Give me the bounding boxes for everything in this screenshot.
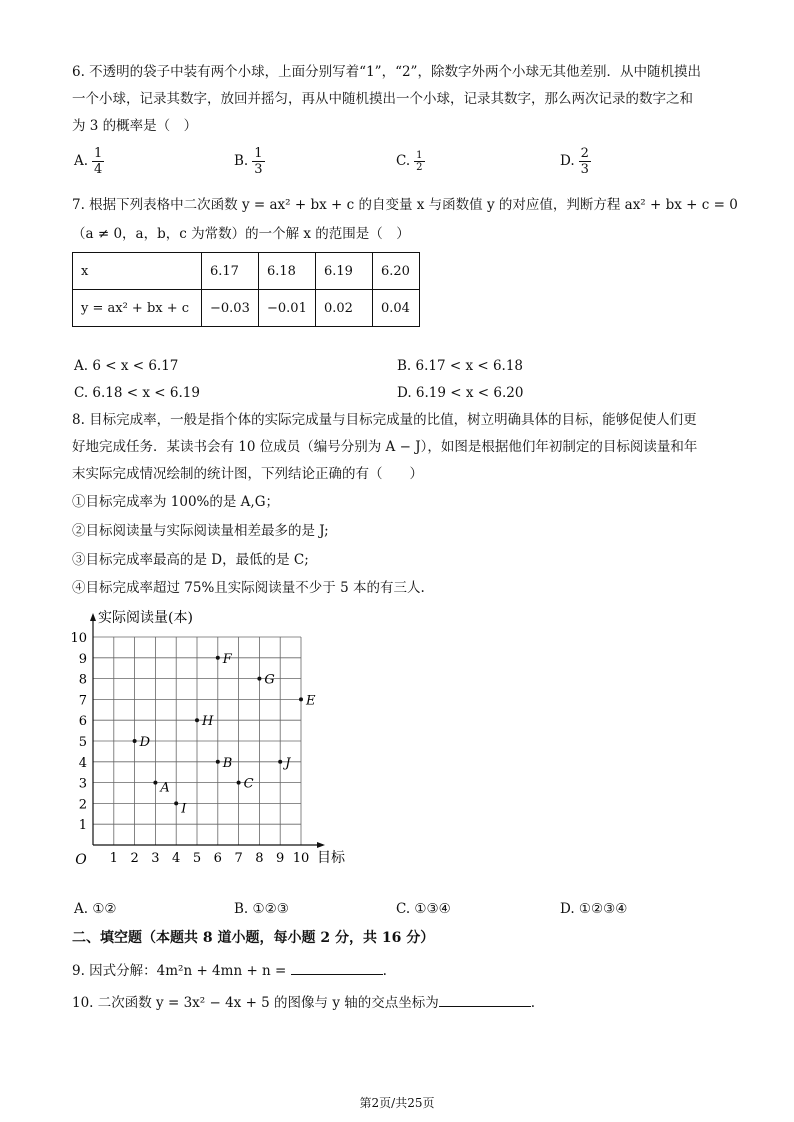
q9: 9. 因式分解：4m²n + 4mn + n = .	[72, 963, 387, 979]
y-tick-label: 2	[78, 797, 87, 813]
data-point-label: I	[181, 801, 187, 817]
data-point-label: G	[264, 672, 275, 688]
data-point-f	[216, 656, 220, 660]
data-point-label: F	[222, 651, 232, 667]
origin-label: O	[75, 852, 87, 868]
data-point-label: B	[222, 755, 233, 771]
table-row	[73, 253, 420, 290]
y-tick-label: 9	[78, 651, 87, 667]
data-point-i	[174, 801, 178, 805]
x-tick-label: 9	[276, 851, 285, 866]
axes	[70, 609, 346, 868]
x-tick-label: 8	[255, 851, 264, 866]
q6-line3: 为 3 的概率是（ ）	[72, 118, 198, 134]
x-tick-label: 6	[213, 851, 222, 866]
data-point-j	[278, 760, 282, 764]
y-tick-label: 6	[78, 714, 87, 730]
data-point-label: J	[285, 755, 291, 771]
q8-statement-2: ②目标阅读量与实际阅读量相差最多的是 J;	[72, 523, 329, 539]
q8-statement-4: ④目标完成率超过 75%且实际阅读量不少于 5 本的有三人.	[72, 580, 425, 596]
y-tick-label: 3	[78, 776, 87, 792]
data-point-d	[133, 739, 137, 743]
table-cell: y = ax² + bx + c	[73, 290, 202, 327]
y-axis-arrow	[90, 613, 96, 621]
x-axis-arrow	[317, 842, 325, 848]
q8-line3: 末实际完成情况绘制的统计图，下列结论正确的有（ ）	[72, 466, 423, 482]
q10: 10. 二次函数 y = 3x² − 4x + 5 的图像与 y 轴的交点坐标为 .	[72, 995, 536, 1011]
x-axis-label: 目标	[317, 850, 345, 866]
data-point-label: H	[202, 714, 214, 730]
x-tick-label: 10	[292, 851, 310, 866]
data-point-label: C	[243, 776, 254, 792]
q7-value-table	[72, 252, 420, 327]
data-point-e	[299, 697, 303, 701]
q8-option-c: C. ①③④	[396, 901, 451, 917]
grid	[93, 637, 301, 845]
table-cell: −0.03	[202, 290, 259, 327]
q6-line1: 6. 不透明的袋子中装有两个小球，上面分别写着“1”，“2”，除数字外两个小球无其他差别．从中随机摸出	[72, 64, 701, 80]
q8-option-d: D. ①②③④	[560, 901, 628, 917]
y-tick-label: 1	[78, 818, 87, 834]
data-point-a	[153, 781, 157, 785]
table-cell: x	[73, 253, 202, 290]
y-tick-label: 8	[78, 672, 87, 688]
q7-option-c: C. 6.18 < x < 6.19	[74, 385, 200, 401]
q6-option-a: A. $\frac{1}{4}$	[74, 146, 103, 177]
q8-statement-3: ③目标完成率最高的是 D，最低的是 C;	[72, 552, 309, 568]
data-point-h	[195, 718, 199, 722]
data-points	[133, 652, 316, 817]
q7-line1: 7. 根据下列表格中二次函数 y = ax² + bx + c 的自变量 x 与函数值 y 的对应值，判断方程 ax² + bx + c = 0	[72, 197, 738, 213]
q9-answer-blank[interactable]	[291, 962, 383, 975]
q6-option-d: D. $\frac{2}{3}$	[560, 146, 589, 177]
q6-option-b: B. $\frac{1}{3}$	[234, 146, 263, 177]
data-point-b	[216, 760, 220, 764]
y-tick-label: 4	[78, 755, 87, 771]
q8-line1: 8. 目标完成率，一般是指个体的实际完成量与目标完成量的比值，树立明确具体的目标，能够促使人们更	[72, 412, 697, 428]
data-point-g	[257, 677, 261, 681]
table-cell: 6.20	[373, 253, 420, 290]
q7-option-d: D. 6.19 < x < 6.20	[397, 385, 524, 401]
table-cell: −0.01	[259, 290, 316, 327]
data-point-label: A	[160, 780, 170, 796]
q8-line2: 好地完成任务．某读书会有 10 位成员（编号分别为 A − J），如图是根据他们年初制定的目标阅读量和年	[72, 439, 698, 455]
data-point-c	[237, 781, 241, 785]
y-axis-label: 实际阅读量(本)	[98, 610, 193, 626]
section-heading: 二、填空题（本题共 8 道小题，每小题 2 分，共 16 分）	[72, 930, 435, 946]
table-row	[73, 290, 420, 327]
x-tick-label: 3	[151, 851, 160, 866]
x-tick-label: 7	[234, 851, 243, 866]
x-tick-label: 2	[130, 851, 139, 866]
x-tick-label: 4	[172, 851, 181, 866]
data-point-label: D	[139, 735, 151, 750]
q8-option-a: A. ①②	[74, 901, 117, 917]
y-tick-label: 7	[78, 693, 87, 709]
table-cell: 0.02	[316, 290, 373, 327]
y-tick-label: 5	[78, 735, 87, 750]
q6-option-c: C. $\frac{1}{2}$	[396, 150, 423, 173]
q6-line2: 一个小球，记录其数字，放回并摇匀，再从中随机摸出一个小球，记录其数字，那么两次记录的数字之和	[72, 91, 693, 107]
x-tick-label: 1	[109, 851, 118, 866]
data-point-label: E	[306, 693, 316, 709]
reading-scatter-chart	[60, 600, 360, 900]
table-cell: 6.18	[259, 253, 316, 290]
table-cell: 0.04	[373, 290, 420, 327]
y-tick-label: 10	[70, 631, 87, 646]
x-tick-label: 5	[192, 851, 202, 866]
q8-statement-1: ①目标完成率为 100%的是 A,G；	[72, 494, 280, 510]
table-cell: 6.17	[202, 253, 259, 290]
table-cell: 6.19	[316, 253, 373, 290]
q7-line2: （a ≠ 0，a，b，c 为常数）的一个解 x 的范围是（ ）	[72, 226, 410, 242]
q7-option-b: B. 6.17 < x < 6.18	[397, 358, 524, 374]
page-footer: 第2页/共25页	[359, 1096, 435, 1110]
q7-option-a: A. 6 < x < 6.17	[74, 358, 179, 374]
q8-option-b: B. ①②③	[234, 901, 289, 917]
q10-answer-blank[interactable]	[439, 994, 531, 1007]
